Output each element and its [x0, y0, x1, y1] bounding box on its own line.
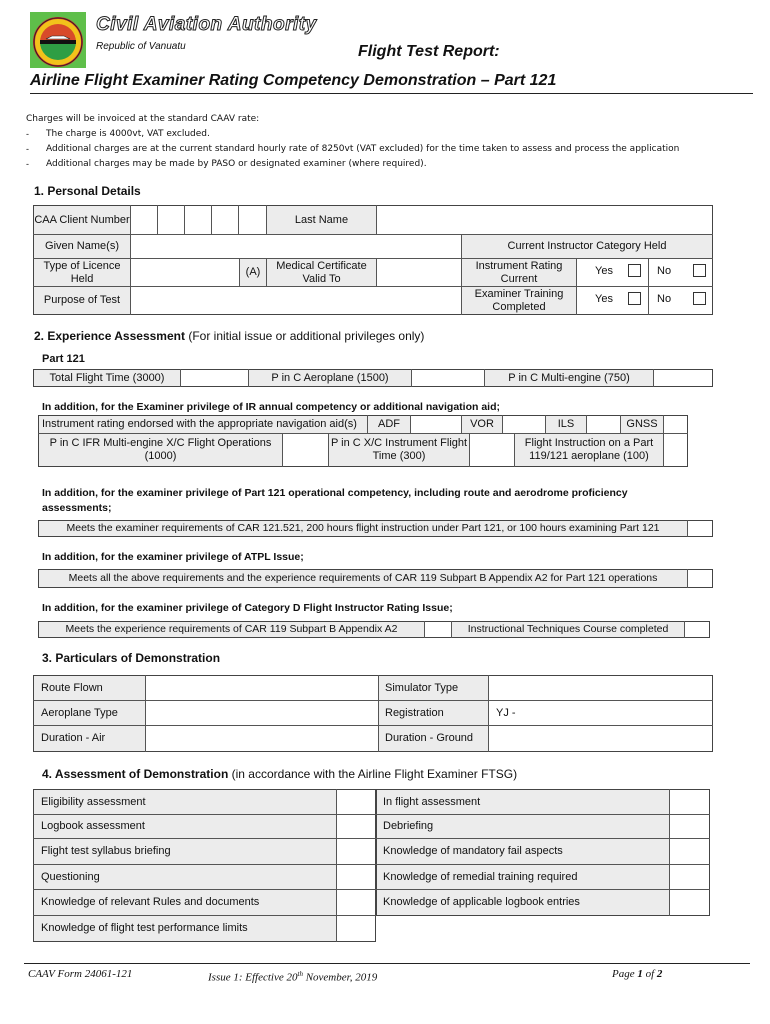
duration-air-label: Duration - Air — [34, 726, 145, 751]
route-field[interactable] — [146, 676, 378, 700]
charge-bullet: - — [26, 129, 29, 139]
footer-page-label: Page — [612, 968, 638, 980]
given-names-field[interactable] — [131, 235, 461, 258]
assessment-item: Debriefing — [377, 815, 669, 838]
assessment-check-field[interactable] — [670, 815, 709, 838]
footer-page — [612, 968, 662, 981]
client-number-field[interactable] — [131, 206, 266, 234]
pic-ifr-field[interactable] — [283, 434, 328, 466]
medical-field[interactable] — [377, 259, 461, 286]
purpose-field[interactable] — [131, 287, 461, 314]
assessment-check-field[interactable] — [670, 839, 709, 864]
assessment-check-field[interactable] — [337, 865, 375, 889]
purpose-label: Purpose of Test — [34, 287, 130, 314]
gnss-label: GNSS — [621, 416, 663, 433]
footer-rule — [24, 963, 750, 964]
pic-aeroplane-field[interactable] — [412, 370, 484, 386]
assessment-check-field[interactable] — [337, 790, 375, 814]
assessment-check-field[interactable] — [337, 839, 375, 864]
footer-page-num: 1 — [637, 968, 643, 980]
experience-heading — [34, 329, 424, 343]
licence-type-label: Type of Licence Held — [34, 259, 130, 286]
yes-label: Yes — [595, 293, 613, 305]
pic-multi-label: P in C Multi-engine (750) — [485, 370, 653, 386]
aeroplane-field[interactable] — [146, 701, 378, 725]
atpl-req-label: Meets all the above requirements and the experience requirements of CAR 119 Subpart B Appendix A2 for Part 121 operations — [39, 570, 687, 587]
report-label: Flight Test Report: — [358, 43, 500, 60]
examiner-training-yes-checkbox[interactable] — [628, 292, 641, 305]
ils-field[interactable] — [587, 416, 620, 433]
part121-note: In addition, for the examiner privilege of Part 121 operational competency, including route and aerodrome proficiency assessments; — [42, 487, 628, 514]
charges-intro: Charges will be invoiced at the standard CAAV rate: — [26, 114, 260, 124]
last-name-label: Last Name — [267, 206, 376, 234]
instrument-rating-label: Instrument Rating Current — [462, 259, 576, 286]
assessment-item: Questioning — [34, 865, 336, 889]
adf-field[interactable] — [411, 416, 461, 433]
medical-label: Medical Certificate Valid To — [267, 259, 376, 286]
aeroplane-label: Aeroplane Type — [34, 701, 145, 725]
assessment-item: Knowledge of relevant Rules and documents — [34, 890, 336, 915]
ir-note: In addition, for the Examiner privilege of IR annual competency or additional navigation aid; — [42, 401, 500, 413]
assessment-heading-text: 4. Assessment of Demonstration — [42, 767, 229, 781]
assessment-heading — [42, 767, 517, 781]
itc-label: Instructional Techniques Course completed — [452, 622, 684, 637]
pic-ifr-label: P in C IFR Multi-engine X/C Flight Operations (1000) — [39, 434, 282, 466]
footer-of-label: of — [642, 968, 657, 980]
assessment-heading-note: (in accordance with the Airline Flight Examiner FTSG) — [231, 767, 518, 781]
simulator-field[interactable] — [489, 676, 712, 700]
assessment-item: Flight test syllabus briefing — [34, 839, 336, 864]
duration-air-field[interactable] — [146, 726, 378, 751]
caa-logo — [30, 12, 86, 68]
org-sub: Republic of Vanuatu — [96, 41, 186, 52]
assessment-item: Eligibility assessment — [34, 790, 336, 814]
part121-req-label: Meets the examiner requirements of CAR 121.521, 200 hours flight instruction under Part 121, or 100 hours examining Part 121 — [39, 521, 687, 536]
assessment-check-field[interactable] — [337, 815, 375, 838]
personal-heading: 1. Personal Details — [34, 184, 141, 198]
charge-item: Additional charges may be made by PASO or designated examiner (where required). — [46, 159, 427, 169]
org-name: Civil Aviation Authority — [96, 14, 317, 35]
examiner-training-label: Examiner Training Completed — [462, 287, 576, 314]
pic-xc-instrument-label: P in C X/C Instrument Flight Time (300) — [329, 434, 469, 466]
instructor-category-label: Current Instructor Category Held — [462, 235, 712, 258]
instrument-rating-yes-checkbox[interactable] — [628, 264, 641, 277]
pic-multi-field[interactable] — [654, 370, 712, 386]
ils-label: ILS — [546, 416, 586, 433]
assessment-check-field[interactable] — [670, 890, 709, 915]
nav-aids-label: Instrument rating endorsed with the appropriate navigation aid(s) — [39, 416, 367, 433]
itc-field[interactable] — [685, 622, 709, 637]
charge-bullet: - — [26, 144, 29, 154]
charge-item: Additional charges are at the current standard hourly rate of 8250vt (VAT excluded) for the time taken to assess and process the application — [46, 144, 680, 154]
experience-heading-note: (For initial issue or additional privileges only) — [188, 329, 425, 343]
assessment-check-field[interactable] — [670, 790, 709, 814]
registration-field[interactable]: YJ - — [496, 706, 516, 719]
experience-heading-text: 2. Experience Assessment — [34, 329, 185, 343]
duration-ground-label: Duration - Ground — [379, 726, 488, 751]
part121-req-field[interactable] — [688, 521, 712, 536]
assessment-item: Knowledge of remedial training required — [377, 865, 669, 889]
duration-ground-field[interactable] — [489, 726, 712, 751]
examiner-training-no-checkbox[interactable] — [693, 292, 706, 305]
last-name-field[interactable] — [377, 206, 712, 234]
route-label: Route Flown — [34, 676, 145, 700]
assessment-check-field[interactable] — [337, 916, 375, 941]
part-label: Part 121 — [42, 353, 85, 365]
catd-req-label: Meets the experience requirements of CAR 119 Subpart B Appendix A2 — [39, 622, 424, 637]
assessment-item: Knowledge of flight test performance limits — [34, 916, 336, 941]
vor-field[interactable] — [503, 416, 545, 433]
assessment-item: In flight assessment — [377, 790, 669, 814]
assessment-item: Knowledge of mandatory fail aspects — [377, 839, 669, 864]
atpl-req-field[interactable] — [688, 570, 712, 587]
footer-issue-sup: th — [297, 970, 303, 978]
flight-instruction-field[interactable] — [664, 434, 687, 466]
licence-suffix: (A) — [240, 259, 266, 286]
vor-label: VOR — [462, 416, 502, 433]
pic-aeroplane-label: P in C Aeroplane (1500) — [249, 370, 411, 386]
total-flight-label: Total Flight Time (3000) — [34, 370, 180, 386]
form-title: Airline Flight Examiner Rating Competency Demonstration – Part 121 — [30, 72, 557, 89]
total-flight-field[interactable] — [181, 370, 248, 386]
assessment-item: Knowledge of applicable logbook entries — [377, 890, 669, 915]
assessment-check-field[interactable] — [670, 865, 709, 889]
pic-xc-instrument-field[interactable] — [470, 434, 514, 466]
adf-label: ADF — [368, 416, 410, 433]
gnss-field[interactable] — [664, 416, 687, 433]
assessment-item: Logbook assessment — [34, 815, 336, 838]
catd-req-field[interactable] — [425, 622, 451, 637]
catd-note: In addition, for the examiner privilege of Category D Flight Instructor Rating Issue; — [42, 602, 453, 614]
particulars-heading: 3. Particulars of Demonstration — [42, 651, 221, 665]
footer-issue-post: November, 2019 — [302, 971, 378, 984]
header-rule — [30, 93, 753, 94]
footer-issue — [208, 968, 377, 985]
footer-form: CAAV Form 24061-121 — [28, 968, 133, 980]
given-names-label: Given Name(s) — [34, 235, 130, 258]
footer-issue-pre: Issue 1: Effective 20 — [208, 971, 298, 984]
assessment-check-field[interactable] — [337, 890, 375, 915]
instrument-rating-no-checkbox[interactable] — [693, 264, 706, 277]
charge-bullet: - — [26, 159, 29, 169]
client-number-label: CAA Client Number — [34, 206, 130, 234]
simulator-label: Simulator Type — [379, 676, 488, 700]
flight-instruction-label: Flight Instruction on a Part 119/121 aeroplane (100) — [515, 434, 663, 466]
no-label: No — [657, 265, 672, 277]
charge-item: The charge is 4000vt, VAT excluded. — [46, 129, 210, 139]
yes-label: Yes — [595, 265, 613, 277]
registration-label: Registration — [379, 701, 488, 725]
footer-page-total: 2 — [656, 968, 663, 980]
atpl-note: In addition, for the examiner privilege of ATPL Issue; — [42, 551, 304, 563]
no-label: No — [657, 293, 672, 305]
licence-type-field[interactable] — [131, 259, 239, 286]
